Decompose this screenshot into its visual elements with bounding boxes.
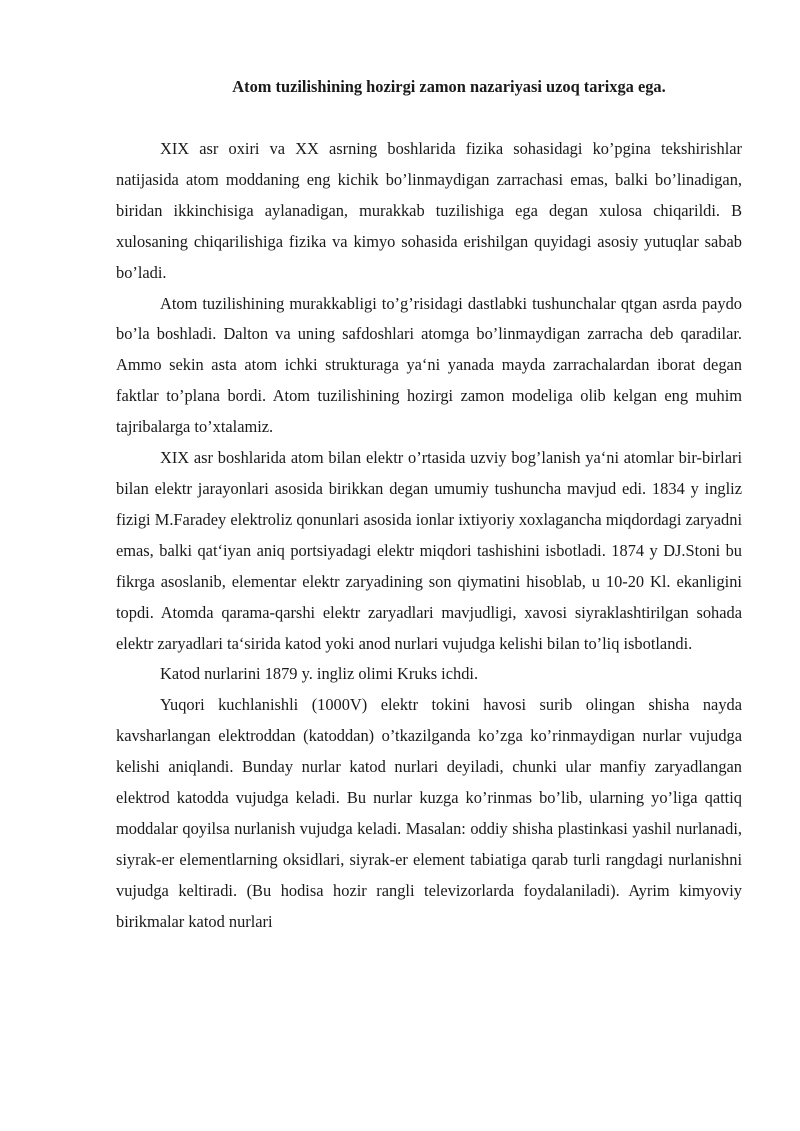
paragraph-3: XIX asr boshlarida atom bilan elektr o’rtasida uzviy bog’lanish ya‘ni atomlar bir-birlari bilan elektr jarayonlari asosida birikkan degan umumiy tushuncha mavjud edi. 1834 y ingliz fizigi M.Faradey elektroliz qonunlari asosida ionlar ixtiyoriy xoxlagancha miqdordagi zaryadni emas, balki qat‘iyan aniq portsiyadagi elektr miqdori tashishini isbotladi. 1874 y DJ.Stoni bu fikrga asoslanib, elementar elektr zaryadining son qiymatini hisoblab, u 10-20 Kl. ekanligini topdi. Atomda qarama-qarshi elektr zaryadlari mavjudligi, xavosi siyraklashtirilgan sohada elektr zaryadlari ta‘sirida katod yoki anod nurlari vujudga kelishi bilan to’liq isbotlandi. xyxy=(116,448,742,653)
paragraph-2: Atom tuzilishining murakkabligi to’g’risidagi dastlabki tushunchalar qtgan asrda paydo bo’la boshladi. Dalton va uning safdoshlari atomga bo’linmaydigan zarracha deb qaradilar. Ammo sekin asta atom ichki strukturaga ya‘ni yanada mayda zarrachalardan iborat degan faktlar to’plana bordi. Atom tuzilishining hozirgi zamon modeliga olib kelgan eng muhim tajribalarga to’xtalamiz. xyxy=(116,293,742,437)
paragraph-5: Yuqori kuchlanishli (1000V) elektr tokini havosi surib olingan shisha nayda kavsharlangan elektroddan (katoddan) o’tkazilganda ko’zga ko’rinmaydigan nurlar vujudga kelishi aniqlandi. Bunday nurlar katod nurlari deyiladi, chunki ular manfiy zaryadlangan elektrod katodda vujudga keladi. Bu nurlar kuzga ko’rinmas bo’lib, ularning yo’liga qattiq moddalar qoyilsa nurlanish vujudga keladi. Masalan: oddiy shisha plastinkasi yashil nurlanadi, siyrak-er elementlarning oksidlari, siyrak-er element tabiatiga qarab turli rangdagi nurlanishni vujudga keltiradi. (Bu hodisa hozir rangli televizorlarda foydalaniladi). Ayrim kimyoviy birikmalar katod nurlari xyxy=(116,695,742,931)
document-page xyxy=(116,74,742,938)
paragraph-1: XIX asr oxiri va XX asrning boshlarida fizika sohasidagi ko’pgina tekshirishlar natijasida atom moddaning eng kichik bo’linmaydigan zarrachasi emas, balki bo’linadigan, biridan ikkinchisiga aylanadigan, murakkab tuzilishiga ega degan xulosa chiqarildi. B xulosaning chiqarilishiga fizika va kimyo sohasida erishilgan quyidagi asosiy yutuqlar sabab bo’ladi. xyxy=(116,139,742,282)
document-title: Atom tuzilishining hozirgi zamon nazariyasi uzoq tarixga ega. xyxy=(232,77,666,96)
paragraph-4: Katod nurlarini 1879 y. ingliz olimi Kruks ichdi. xyxy=(160,664,479,684)
